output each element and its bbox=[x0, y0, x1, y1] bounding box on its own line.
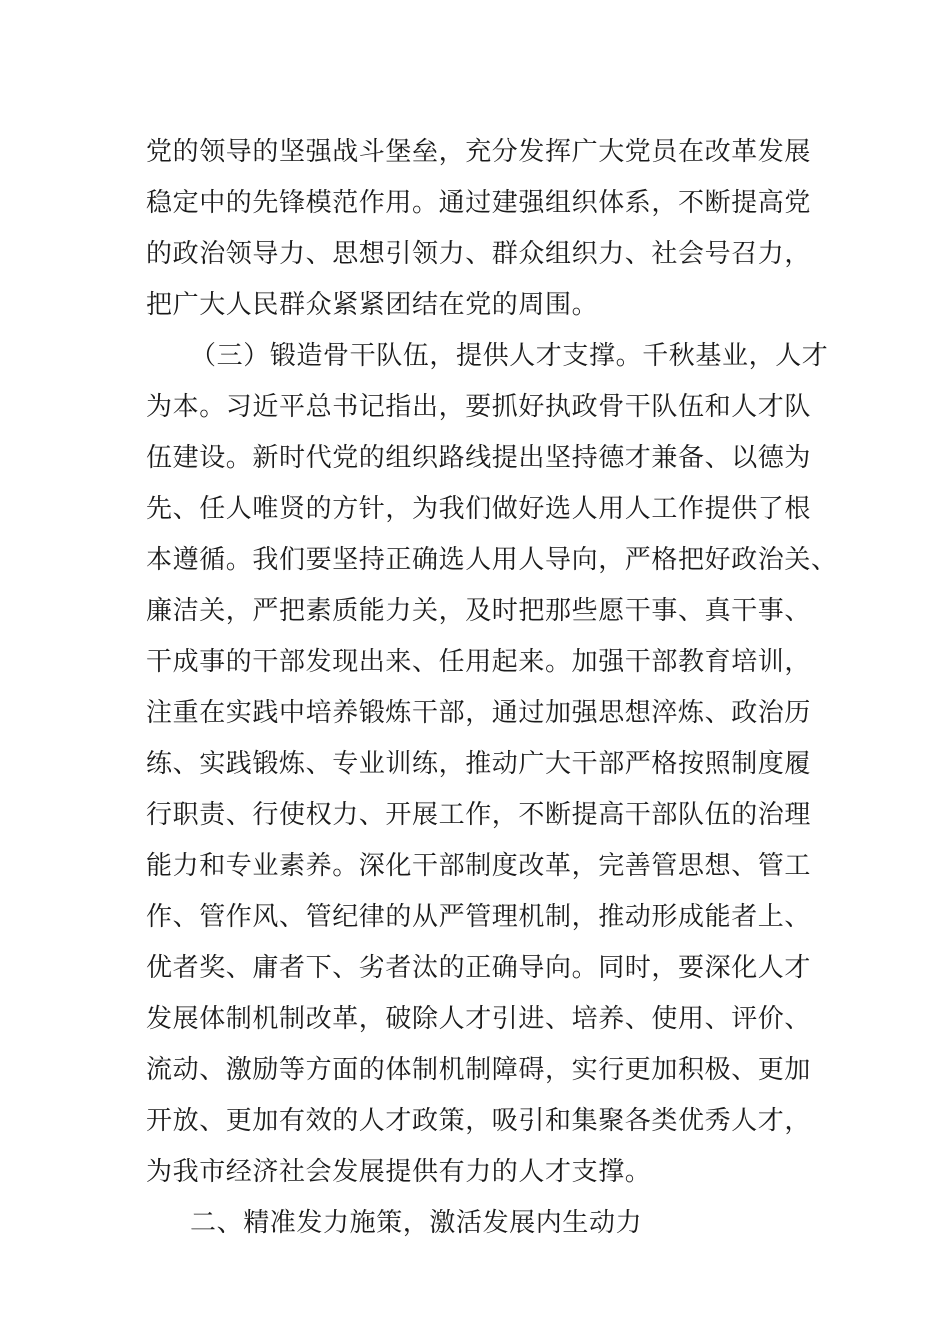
paragraph-line: 作、管作风、管纪律的从严管理机制，推动形成能者上、 bbox=[146, 902, 812, 932]
paragraph-line: 流动、激励等方面的体制机制障碍，实行更加积极、更加 bbox=[146, 1055, 812, 1085]
paragraph-line: 开放、更加有效的人才政策，吸引和集聚各类优秀人才， bbox=[146, 1106, 812, 1136]
paragraph-line: 发展体制机制改革，破除人才引进、培养、使用、评价、 bbox=[146, 1004, 812, 1034]
chapter-heading-line: 二、精准发力施策，激活发展内生动力 bbox=[190, 1208, 643, 1238]
paragraph-line: 干成事的干部发现出来、任用起来。加强干部教育培训， bbox=[146, 647, 812, 677]
paragraph-line: 为本。习近平总书记指出，要抓好执政骨干队伍和人才队 bbox=[146, 392, 812, 422]
paragraph-line: 党的领导的坚强战斗堡垒，充分发挥广大党员在改革发展 bbox=[146, 137, 812, 167]
paragraph-line: 练、实践锻炼、专业训练，推动广大干部严格按照制度履 bbox=[146, 749, 812, 779]
paragraph-line: 稳定中的先锋模范作用。通过建强组织体系，不断提高党 bbox=[146, 188, 812, 218]
paragraph-line: 本遵循。我们要坚持正确选人用人导向，严格把好政治关、 bbox=[146, 545, 838, 575]
paragraph-line: 的政治领导力、思想引领力、群众组织力、社会号召力， bbox=[146, 239, 812, 269]
paragraph-line: 把广大人民群众紧紧团结在党的周围。 bbox=[146, 290, 599, 320]
paragraph-line: 注重在实践中培养锻炼干部，通过加强思想淬炼、政治历 bbox=[146, 698, 812, 728]
section-heading-line: （三）锻造骨干队伍，提供人才支撑。千秋基业，人才 bbox=[190, 341, 829, 371]
paragraph-line: 先、任人唯贤的方针，为我们做好选人用人工作提供了根 bbox=[146, 494, 812, 524]
paragraph-line: 行职责、行使权力、开展工作，不断提高干部队伍的治理 bbox=[146, 800, 812, 830]
paragraph-line: 能力和专业素养。深化干部制度改革，完善管思想、管工 bbox=[146, 851, 812, 881]
paragraph-line: 廉洁关，严把素质能力关，及时把那些愿干事、真干事、 bbox=[146, 596, 812, 626]
paragraph-line: 为我市经济社会发展提供有力的人才支撑。 bbox=[146, 1157, 652, 1187]
paragraph-line: 伍建设。新时代党的组织路线提出坚持德才兼备、以德为 bbox=[146, 443, 812, 473]
paragraph-line: 优者奖、庸者下、劣者汰的正确导向。同时，要深化人才 bbox=[146, 953, 812, 983]
